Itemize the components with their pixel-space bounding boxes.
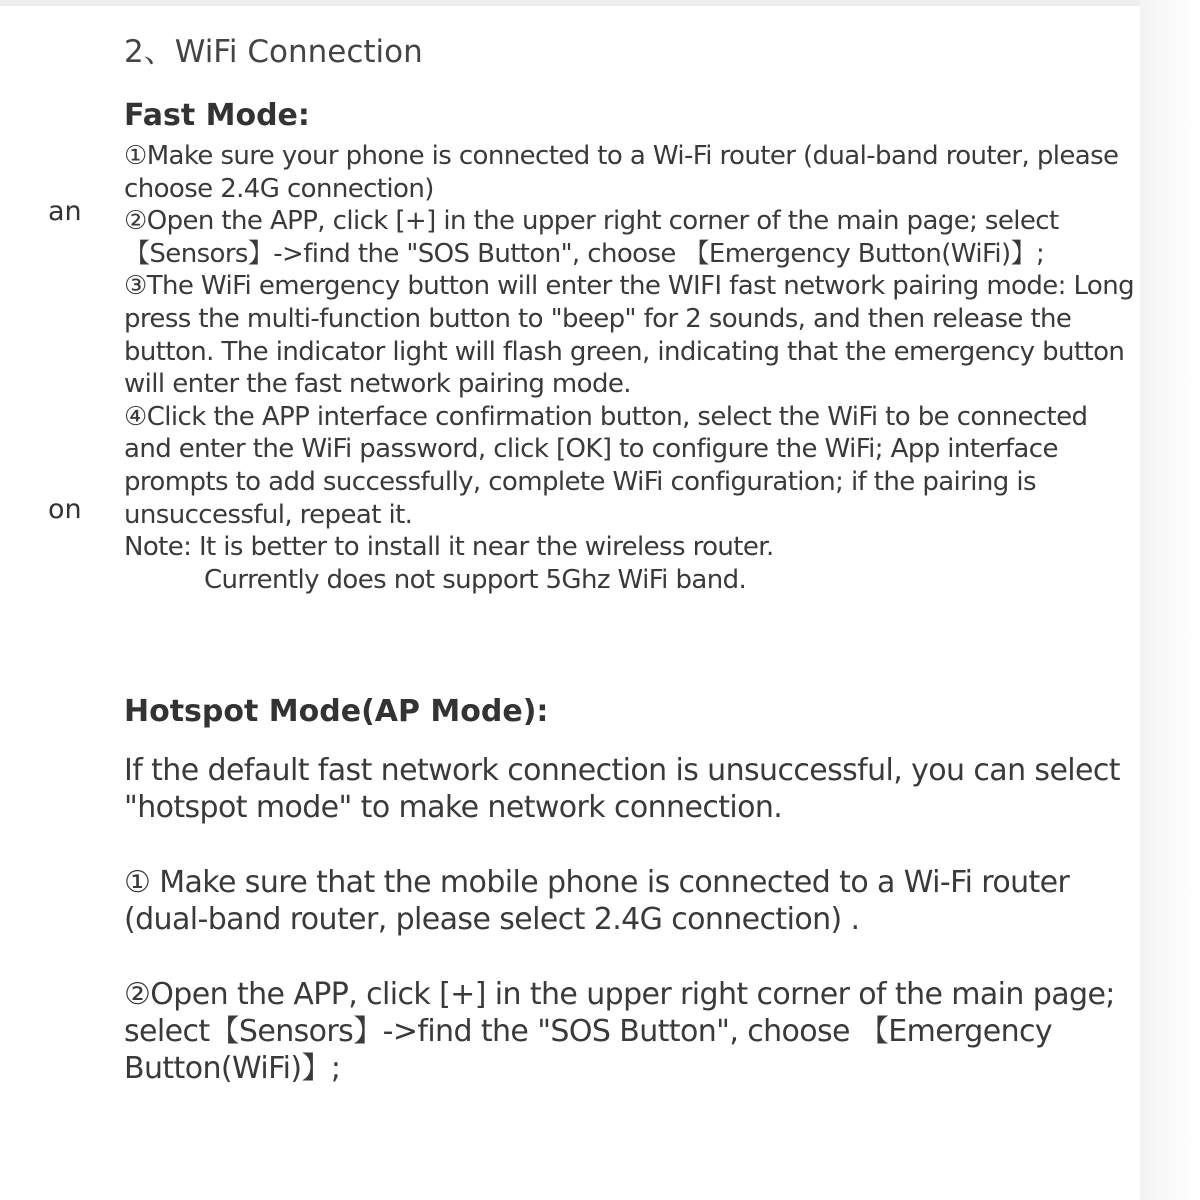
section-title: 2、WiFi Connection <box>124 34 423 70</box>
hotspot-mode-step: ① Make sure that the mobile phone is connected to a Wi-Fi router (dual-band router, please select 2.4G connection) . <box>124 865 1070 937</box>
hotspot-mode-heading: Hotspot Mode(AP Mode): <box>124 694 549 729</box>
hotspot-mode-intro: If the default fast network connection is unsuccessful, you can select "hotspot mode" to make network connection. <box>124 753 1120 825</box>
margin-text-fragment: on <box>48 494 82 525</box>
fast-mode-step: ①Make sure your phone is connected to a Wi-Fi router (dual-band router, please choose 2.4G connection) <box>124 141 1119 204</box>
page-edge-shadow <box>1140 0 1200 1200</box>
top-rule <box>0 0 1140 6</box>
fast-mode-body <box>124 140 1134 596</box>
fast-mode-step: ②Open the APP, click [+] in the upper right corner of the main page; select【Sensors】->find the "SOS Button", choose 【Emergency Button(WiFi)】; <box>124 206 1059 269</box>
margin-text-fragment: an <box>48 196 82 227</box>
hotspot-mode-body <box>124 752 1134 1125</box>
fast-mode-step: ③The WiFi emergency button will enter the WIFI fast network pairing mode: Long press the multi-function button to "beep" for 2 sounds, and then release the button. The indicator light will flash green, indicating that the emergency button will enter the fast network pairing mode. <box>124 271 1134 400</box>
hotspot-mode-step: ②Open the APP, click [+] in the upper right corner of the main page; select【Sensors】->find the "SOS Button", choose 【Emergency Button(WiFi)】; <box>124 977 1115 1086</box>
fast-mode-note-continued: Currently does not support 5Ghz WiFi band. <box>204 564 747 595</box>
fast-mode-note: Note: It is better to install it near the wireless router. <box>124 532 774 563</box>
fast-mode-step: ④Click the APP interface confirmation button, select the WiFi to be connected and enter the WiFi password, click [OK] to configure the WiFi; App interface prompts to add successfully, complete WiFi configuration; if the pairing is unsuccessful, repeat it. <box>124 401 1088 530</box>
fast-mode-heading: Fast Mode: <box>124 98 310 133</box>
